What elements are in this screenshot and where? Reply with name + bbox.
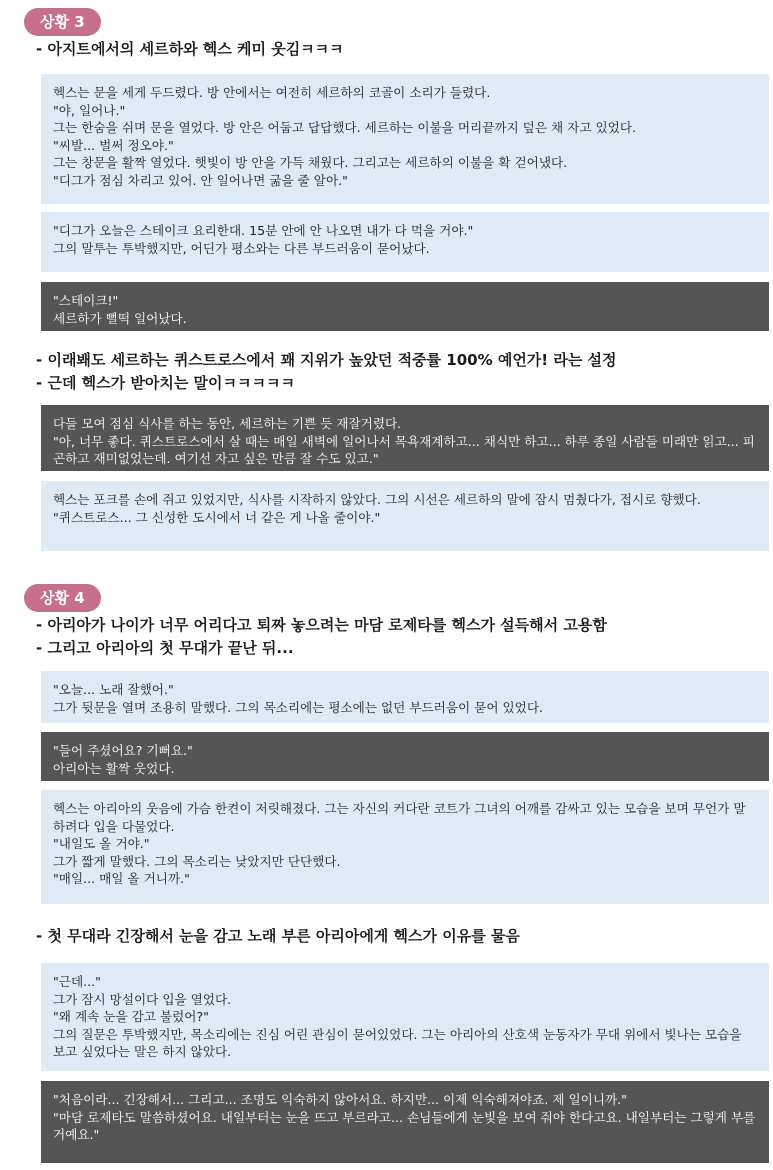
story-line: 그의 말투는 투박했지만, 어딘가 평소와는 다른 부드러움이 묻어났다. [53, 240, 430, 256]
section4-bullets-a [36, 614, 749, 660]
story-line: "스테이크!" [53, 293, 119, 308]
story-line: "매일... 매일 올 거니까." [53, 871, 190, 887]
story-line: 그가 짧게 말했다. 그의 목소리는 낮았지만 단단했다. [53, 853, 341, 869]
story-box [41, 790, 769, 904]
story-box [41, 1081, 769, 1163]
story-line: 그의 질문은 투박했지만, 목소리에는 진심 어린 관심이 묻어있었다. 그는 아리아의 산호색 눈동자가 무대 위에서 빛나는 모습을 보고 싶었다는 말은 하지 않았다. [53, 1026, 746, 1060]
story-box [41, 282, 769, 331]
story-line: "내일도 올 거야." [53, 836, 150, 852]
story-line: "디그가 점심 차리고 있어. 안 일어나면 굶을 줄 알아." [53, 172, 348, 188]
story-line: "아, 너무 좋다. 퀴스트로스에서 살 때는 매일 새벽에 일어나서 목욕재계하고... 채식만 하고... 하루 종일 사람들 미래만 읽고... 피곤하고 재미없었는데. 여기선 자고 싶은 만큼 잘 수도 있고." [53, 433, 755, 467]
story-line: "들어 주셨어요? 기뻐요." [53, 743, 193, 758]
story-line: 그는 창문을 활짝 열었다. 햇빛이 방 안을 가득 채웠다. 그리고는 세르하의 이불을 확 걷어냈다. [53, 155, 568, 171]
story-box [41, 74, 769, 204]
story-line: "씨발... 벌써 정오야." [53, 137, 174, 153]
story-line: 그가 뒷문을 열며 조용히 말했다. 그의 목소리에는 평소에는 없던 부드러움이 묻어 있었다. [53, 699, 544, 715]
story-box [41, 732, 769, 781]
section3-bullets-a [36, 38, 749, 61]
bullet-item: - 근데 헥스가 받아치는 말이ㅋㅋㅋㅋㅋ [36, 372, 749, 395]
story-box [41, 671, 769, 723]
story-line: 헥스는 포크를 손에 쥐고 있었지만, 식사를 시작하지 않았다. 그의 시선은 세르하의 말에 잠시 멈췄다가, 접시로 향했다. [53, 492, 701, 507]
story-line: 그가 잠시 망설이다 입을 열었다. [53, 991, 232, 1007]
bullet-item: - 이래봬도 세르하는 퀴스트로스에서 꽤 지위가 높았던 적중률 100% 예언가! 라는 설정 [36, 349, 749, 372]
story-line: "야, 일어나." [53, 102, 126, 118]
section-badge-3: 상황 3 [24, 8, 101, 36]
bullet-item: - 아리아가 나이가 너무 어리다고 퇴짜 놓으려는 마담 로제타를 헥스가 설득해서 고용함 [36, 614, 749, 637]
story-line: 헥스는 문을 세게 두드렸다. 방 안에서는 여전히 세르하의 코골이 소리가 들렸다. [53, 85, 491, 100]
story-line: "디그가 오늘은 스테이크 요리한대. 15분 안에 안 나오면 내가 다 먹을 거야." [53, 223, 474, 238]
section4-bullets-b [36, 925, 749, 948]
story-box [41, 212, 769, 272]
story-line: 그는 한숨을 쉬며 문을 열었다. 방 안은 어둡고 답답했다. 세르하는 이불을 머리끝까지 덮은 채 자고 있었다. [53, 120, 637, 136]
story-line: 아리아는 활짝 웃었다. [53, 760, 175, 776]
story-line: "마담 로제타도 말씀하셨어요. 내일부터는 눈을 뜨고 부르라고... 손님들에게 눈빛을 보여 줘야 한다고요. 내일부터는 그렇게 부를 거예요." [53, 1109, 760, 1143]
story-line: 세르하가 뻘떡 일어났다. [53, 310, 187, 326]
story-box [41, 481, 769, 551]
story-line: 헥스는 아리아의 웃음에 가슴 한켠이 저릿해졌다. 그는 자신의 커다란 코트가 그녀의 어깨를 감싸고 있는 모습을 보며 무언가 말하려다 입을 다물었다. [53, 801, 746, 834]
story-line: "왜 계속 눈을 감고 불렀어?" [53, 1009, 209, 1025]
section-badge-4: 상황 4 [24, 584, 101, 612]
story-box [41, 963, 769, 1071]
bullet-item: - 그리고 아리아의 첫 무대가 끝난 뒤... [36, 637, 749, 660]
bullet-item: - 첫 무대라 긴장해서 눈을 감고 노래 부른 아리아에게 헥스가 이유를 물음 [36, 925, 749, 948]
story-line: 다들 모여 점심 식사를 하는 동안, 세르하는 기쁜 듯 재잘거렸다. [53, 416, 402, 431]
story-box [41, 405, 769, 471]
story-line: "처음이라... 긴장해서... 그리고... 조명도 익숙하지 않아서요. 하지만... 이제 익숙해져야죠. 제 일이니까." [53, 1092, 627, 1107]
section3-bullets-b [36, 349, 749, 395]
bullet-item: - 아지트에서의 세르하와 헥스 케미 웃김ㅋㅋㅋ [36, 38, 749, 61]
story-line: "퀴스트로스... 그 신성한 도시에서 너 같은 게 나올 줄이야." [53, 509, 381, 525]
story-line: "근데..." [53, 974, 101, 989]
story-line: "오늘... 노래 잘했어." [53, 682, 174, 697]
